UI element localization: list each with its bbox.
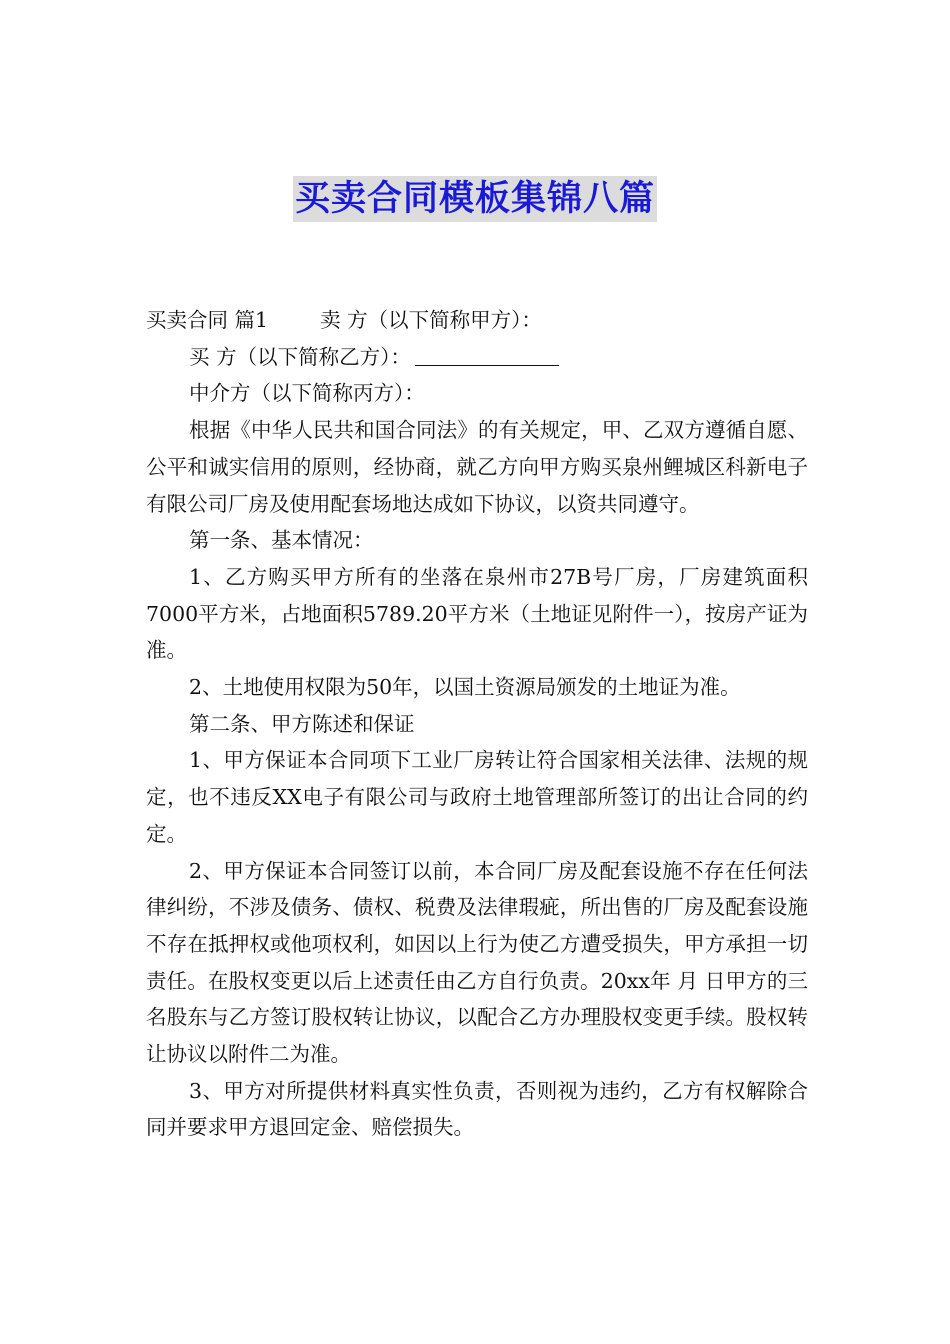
article-2-heading: 第二条、甲方陈述和保证 [189,711,415,736]
contract-heading [146,302,808,339]
intermediary-line: 中介方（以下简称丙方）： [189,381,425,406]
article-1-heading: 第一条、基本情况： [189,528,374,553]
buyer-blank-line [415,345,559,366]
document-body [146,302,808,1146]
contract-number: 买卖合同 篇1 [146,308,269,332]
article-2-clause-1: 1、甲方保证本合同项下工业厂房转让符合国家相关法律、法规的规定，也不违反XX电子有限公司与政府土地管理部所签订的出让合同的约定。 [146,748,808,846]
buyer-label: 买 方（以下简称乙方）： [189,344,411,369]
seller-line: 卖 方（以下简称甲方）： [320,308,542,332]
buyer-line [146,339,808,376]
document-title: 买卖合同模板集锦八篇 [293,176,657,222]
preamble-paragraph: 根据《中华人民共和国合同法》的有关规定，甲、乙双方遵循自愿、公平和诚实信用的原则，经协商，就乙方向甲方购买泉州鲤城区科新电子有限公司厂房及使用配套场地达成如下协议，以资共同遵守。 [146,418,808,516]
title-container [0,176,950,222]
article-2-clause-2: 2、甲方保证本合同签订以前，本合同厂房及配套设施不存在任何法律纠纷，不涉及债务、债权、税费及法律瑕疵，所出售的厂房及配套设施不存在抵押权或他项权利，如因以上行为使乙方遭受损失，甲方承担一切责任。在股权变更以后上述责任由乙方自行负责。20xx年 月 日甲方的三名股东与乙方签订股权转让协议，以配合乙方办理股权变更手续。股权转让协议以附件二为准。 [146,858,808,1067]
article-2-clause-3: 3、甲方对所提供材料真实性负责，否则视为违约，乙方有权解除合同并要求甲方退回定金、赔偿损失。 [146,1078,808,1140]
article-1-clause-1: 1、乙方购买甲方所有的坐落在泉州市27B号厂房，厂房建筑面积7000平方米，占地面积5789.20平方米（土地证见附件一），按房产证为准。 [146,564,808,663]
article-1-clause-2: 2、土地使用权限为50年，以国土资源局颁发的土地证为准。 [189,675,741,700]
